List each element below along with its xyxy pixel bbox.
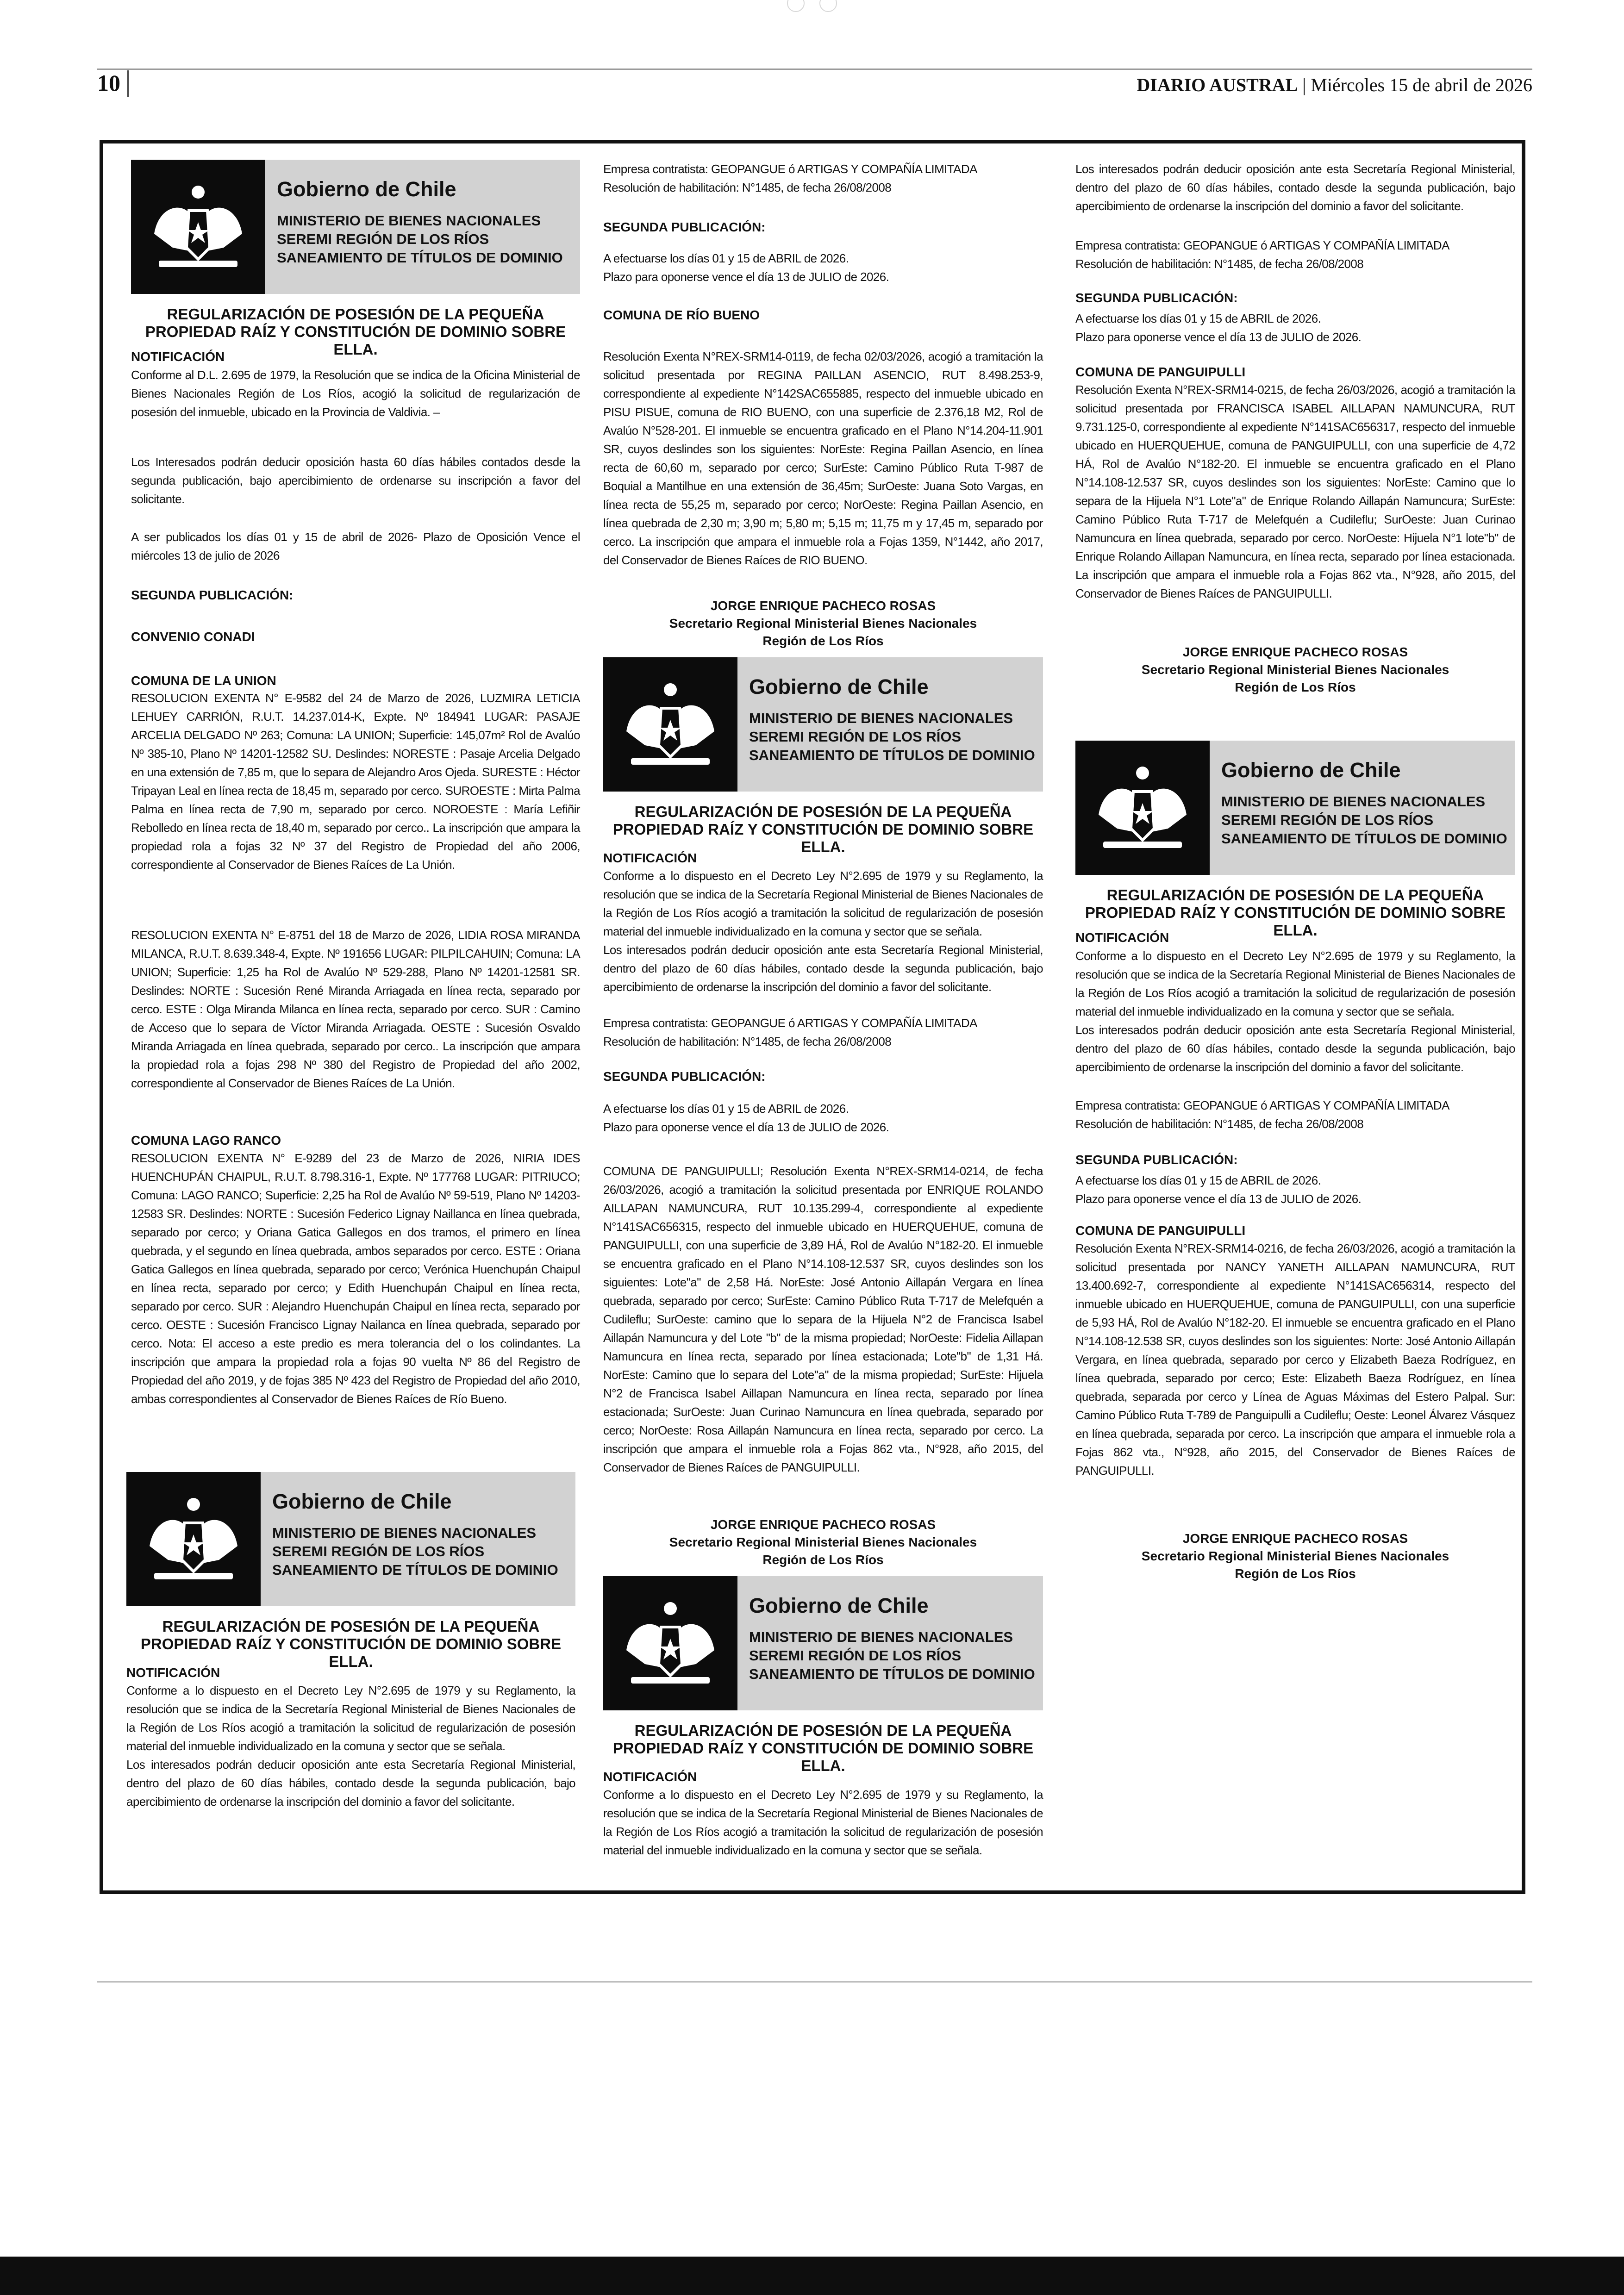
logo-black-block (126, 1472, 261, 1606)
coat-of-arms-icon (1089, 759, 1196, 856)
fechas-text: A efectuarse los días 01 y 15 de ABRIL de 2026. (1075, 1173, 1321, 1187)
page-indicator (787, 0, 843, 14)
signature-block: JORGE ENRIQUE PACHECO ROSAS Secretario Regional Ministerial Bienes Nacionales Región de Los Ríos (1141, 1531, 1449, 1581)
header-rule (97, 69, 1532, 70)
oposicion-text: Los Interesados podrán deducir oposición hasta 60 días hábiles contados desde la segunda publicación, bajo apercibimiento de ordenarse su inscripción a favor del solicitante. (131, 455, 580, 506)
notif-text: Conforme a lo dispuesto en el Decreto Ley N°2.695 de 1979 y su Reglamento, la resolución que se indica de la Secretaría Regional Ministerial de Bienes Nacionales de la Región de Los Ríos acogió a tramitación la solicitud de regularización de posesión material del inmueble individualizado en la comuna y sector que se señala. (126, 1684, 575, 1753)
gobierno-logo (603, 657, 1043, 792)
oposicion-text: Los interesados podrán deducir oposición ante esta Secretaría Regional Ministerial, dentro del plazo de 60 días hábiles, contado desde la segunda publicación, bajo apercibimiento de ordenarse la inscripción del dominio a favor del solicitante. (1075, 1023, 1515, 1074)
notif-text: Conforme a lo dispuesto en el Decreto Ley N°2.695 de 1979 y su Reglamento, la resolución que se indica de la Secretaría Regional Ministerial de Bienes Nacionales de la Región de Los Ríos acogió a tramitación la solicitud de regularización de posesión material del inmueble individualizado en la comuna y sector que se señala. (603, 1788, 1043, 1857)
notif-text: Conforme a lo dispuesto en el Decreto Ley N°2.695 de 1979 y su Reglamento, la resolución que se indica de la Secretaría Regional Ministerial de Bienes Nacionales de la Región de Los Ríos acogió a tramitación la solicitud de regularización de posesión material del inmueble individualizado en la comuna y sector que se señala. (1075, 949, 1515, 1018)
notif-text: Conforme al D.L. 2.695 de 1979, la Resolución que se indica de la Oficina Ministerial de Bienes Nacionales Región de Los Ríos, acogió la solicitud de regularización de posesión del inmueble, ubicado en la Provincia de Valdivia. – (131, 368, 580, 419)
comuna-panguipulli-label: COMUNA DE PANGUIPULLI (1075, 1223, 1246, 1238)
notice-frame (100, 140, 1525, 1894)
logo-ministry: MINISTERIO DE BIENES NACIONALES SEREMI REGIÓN DE LOS RÍOS SANEAMIENTO DE TÍTULOS DE DOMINIO (749, 710, 1035, 763)
fechas-text: A efectuarse los días 01 y 15 de ABRIL de 2026. (1075, 312, 1321, 325)
logo-title: Gobierno de Chile (272, 1490, 452, 1513)
notif-text: Conforme a lo dispuesto en el Decreto Ley N°2.695 de 1979 y su Reglamento, la resolución que se indica de la Secretaría Regional Ministerial de Bienes Nacionales de la Región de Los Ríos acogió a tramitación la solicitud de regularización de posesión material del inmueble individualizado en la comuna y sector que se señala. (603, 869, 1043, 938)
segunda-label: SEGUNDA PUBLICACIÓN: (1075, 291, 1238, 305)
gobierno-logo (1075, 741, 1515, 875)
oposicion-text: Los interesados podrán deducir oposición ante esta Secretaría Regional Ministerial, dentro del plazo de 60 días hábiles, contado desde la segunda publicación, bajo apercibimiento de ordenarse la inscripción del dominio a favor del solicitante. (126, 1758, 575, 1809)
notificacion-label: NOTIFICACIÓN (603, 1770, 697, 1784)
notificacion-label: NOTIFICACIÓN (126, 1665, 220, 1680)
notice-title: REGULARIZACIÓN DE POSESIÓN DE LA PEQUEÑA PROPIEDAD RAÍZ Y CONSTITUCIÓN DE DOMINIO SOBRE ELLA. (1085, 886, 1506, 939)
logo-title: Gobierno de Chile (749, 1594, 929, 1617)
notice-title: REGULARIZACIÓN DE POSESIÓN DE LA PEQUEÑA PROPIEDAD RAÍZ Y CONSTITUCIÓN DE DOMINIO SOBRE ELLA. (612, 803, 1034, 855)
resolucion-habilitacion: Resolución de habilitación: N°1485, de fecha 26/08/2008 (603, 1035, 892, 1048)
coat-of-arms-icon (145, 178, 251, 275)
logo-title: Gobierno de Chile (1221, 758, 1401, 782)
convenio-label: CONVENIO CONADI (131, 630, 255, 644)
resolucion-1: RESOLUCION EXENTA N° E-9582 del 24 de Marzo de 2026, LUZMIRA LETICIA LEHUEY CARRIÓN, R.U.T. 14.237.014-K, Expte. Nº 184941 LUGAR: PASAJE ARCELIA DELGADO Nº 263; Comuna: LA UNION; Superficie: 145,07m² Rol de Avalúo Nº 385-10, Plano Nº 14201-12582 SU. Deslindes: NORESTE : Pasaje Arcelia Delgado en una extensión de 7,85 m, que lo separa de Alejandro Aros Ojeda. SURESTE : Héctor Tripayan Leal en línea recta de 18,45 m, separado por cerco. SUROESTE : Mirta Palma Palma en línea recta de 7,90 m, separado por cerco. NOROESTE : María Lefiñir Rebolledo en línea recta de 18,40 m, separado por cerco.. La inscripción que ampara la propiedad rola a fojas 32 Nº 37 del Registro de Propiedad del año 2006, correspondiente al Conservador de Bienes Raíces de La Unión. (131, 691, 580, 872)
notificacion-label: NOTIFICACIÓN (603, 851, 697, 865)
logo-ministry: MINISTERIO DE BIENES NACIONALES SEREMI REGIÓN DE LOS RÍOS SANEAMIENTO DE TÍTULOS DE DOMINIO (272, 1525, 558, 1578)
plazo-text: Plazo para oponerse vence el día 13 de JULIO de 2026. (1075, 1192, 1362, 1206)
resolucion-216: Resolución Exenta N°REX-SRM14-0216, de fecha 26/03/2026, acogió a tramitación la solicitud presentada por NANCY YANETH AILLAPAN NAMUNCURA, RUT 13.400.692-7, correspondiente al expediente N°141SAC656314, respecto del inmueble ubicado en HUERQUEHUE, comuna de PANGUIPULLI, con una superficie de 5,93 HÁ, Rol de Avalúo N°182-20. El inmueble se encuentra graficado en el Plano N°14.108-12.538 SR, cuyos deslindes son los siguientes: Norte: José Antonio Aillapán Vergara, en línea quebrada, separado por cerco y Elizabeth Baeza Rodríguez, en línea quebrada, separado por cerco; Este: Elizabeth Baeza Rodríguez, en línea quebrada, separada por cerco y Línea de Aguas Máximas del Estero Palpal. Sur: Camino Público Ruta T-789 de Panguipulli a Cudileflu; Oeste: Leonel Álvarez Vásquez en línea quebrada, separada por cerco. La inscripción que ampara el inmueble rola a Fojas 862 vta., N°928, año 2015, del Conservador de Bienes Raíces de PANGUIPULLI. (1075, 1241, 1515, 1478)
resolucion-panguipulli-214: COMUNA DE PANGUIPULLI; Resolución Exenta N°REX-SRM14-0214, de fecha 26/03/2026, acogió a tramitación la solicitud presentada por ENRIQUE ROLANDO AILLAPAN NAMUNCURA, RUT 10.135.299-4, correspondiente al expediente N°141SAC656315, respecto del inmueble ubicado en HUERQUEHUE, comuna de PANGUIPULLI, con una superficie de 3,89 HÁ, Rol de Avalúo N°182-20. El inmueble se encuentra graficado en el Plano N°14.108-12.537 SR, cuyos deslindes son los siguientes: Lote"a" de 2,58 Há. NorEste: José Antonio Aillapán Vergara en línea quebrada, separado por cerco; SurEste: Camino Público Ruta T-717 de Melefquén a Cudileflu; SurOeste: camino que lo separa de la Hijuela N°2 de Francisca Isabel Aillapán Namuncura y del Lote "b" de la misma propiedad; NorOeste: Fidelia Aillapan Namuncura en línea recta, separado por línea estacionada; Lote"b" de 1,31 Há. NorEste: Camino que lo separa del Lote"a" de la misma propiedad; SurEste: Hijuela N°2 de Francisca Isabel Aillapan Namuncura en línea recta, separado por línea estacionada; SurOeste: Juan Curinao Namuncura en línea quebrada, separado por cerco; NorOeste: Rosa Aillapán Namuncura en línea recta, separado por cerco. La inscripción que ampara el inmueble rola a Fojas 862 vta., N°928, año 2015, del Conservador de Bienes Raíces de PANGUIPULLI. (603, 1164, 1043, 1474)
coat-of-arms-icon (140, 1491, 247, 1588)
signature-block: JORGE ENRIQUE PACHECO ROSAS Secretario Regional Ministerial Bienes Nacionales Región de Los Ríos (669, 599, 977, 648)
segunda-label: SEGUNDA PUBLICACIÓN: (603, 1069, 766, 1084)
fechas-text: A efectuarse los días 01 y 15 de ABRIL de 2026. (603, 251, 849, 265)
segunda-label: SEGUNDA PUBLICACIÓN: (1075, 1153, 1238, 1167)
notificacion-label: NOTIFICACIÓN (1075, 930, 1169, 945)
comuna-union-label: COMUNA DE LA UNION (131, 674, 276, 688)
coat-of-arms-icon (617, 1595, 724, 1692)
comuna-rio-bueno-label: COMUNA DE RÍO BUENO (603, 308, 760, 322)
resolucion-215: Resolución Exenta N°REX-SRM14-0215, de fecha 26/03/2026, acogió a tramitación la solicitud presentada por FRANCISCA ISABEL AILLAPAN NAMUNCURA, RUT 9.731.125-0, correspondiente al expediente N°141SAC656317, respecto del inmueble ubicado en HUERQUEHUE, comuna de PANGUIPULLI, con una superficie de 4,72 HÁ, Rol de Avalúo N°182-20. El inmueble se encuentra graficado en el Plano N°14.108-12.537 SR, cuyos deslindes son los siguientes: NorEste: Camino que lo separa de la Hijuela N°1 Lote"a" de Enrique Rolando Aillapán Namuncura; SurEste: Camino Público Ruta T-717 de Melefquén a Cudileflu; SurOeste: Juan Curinao Namuncura en línea quebrada, separado por cerco. NorOeste: Hijuela N°1 lote"b" de Enrique Rolando Aillapan Namuncura, en línea recta, separado por línea estacionada. La inscripción que ampara el inmueble rola a Fojas 862 vta., N°928, año 2015, del Conservador de Bienes Raíces de PANGUIPULLI. (1075, 383, 1515, 600)
page-number-divider (127, 70, 129, 97)
page-number: 10 (97, 70, 120, 96)
resolucion-habilitacion: Resolución de habilitación: N°1485, de fecha 26/08/2008 (603, 181, 892, 194)
notice-title: REGULARIZACIÓN DE POSESIÓN DE LA PEQUEÑA PROPIEDAD RAÍZ Y CONSTITUCIÓN DE DOMINIO SOBRE ELLA. (612, 1722, 1034, 1774)
resolucion-habilitacion: Resolución de habilitación: N°1485, de fecha 26/08/2008 (1075, 1117, 1364, 1131)
logo-black-block (131, 160, 265, 294)
gobierno-logo (603, 1576, 1043, 1710)
bottom-bar (0, 2257, 1624, 2295)
resolucion-habilitacion: Resolución de habilitación: N°1485, de fecha 26/08/2008 (1075, 257, 1364, 271)
resolucion-3: RESOLUCION EXENTA N° E-9289 del 23 de Marzo de 2026, NIRIA IDES HUENCHUPÁN CHAIPUL, R.U.T. 8.798.316-1, Expte. Nº 177768 LUGAR: PITRIUCO; Comuna: LAGO RANCO; Superficie: 2,25 ha Rol de Avalúo Nº 59-519, Plano Nº 14203-12583 SR. Deslindes: NORTE : Sucesión Federico Lignay Naillanca en línea quebrada, separado por cerco; y Oriana Gatica Gallegos en dos tramos, el primero en línea quebrada, y el segundo en línea quebrada, ambos separados por cerco. ESTE : Oriana Gatica Gallegos en línea quebrada, separado por cerco; Verónica Huenchupán Chaipul en línea recta, separado por cerco; y Edith Huenchupán Chaipul en línea recta, separado por cerco. SUR : Alejandro Huenchupán Chaipul en línea recta, separado por cerco. OESTE : Sucesión Francisco Lignay Nailanca en línea quebrada, separado por cerco. Nota: El acceso a este predio es mera tolerancia del o los colindantes. La inscripción que ampara la propiedad rola a fojas 90 vuelta Nº 86 del Registro de Propiedad del año 2019, y de fojas 385 Nº 423 del Registro de Propiedad del año 2010, ambas correspondientes al Conservador de Bienes Raíces de Río Bueno. (131, 1151, 580, 1406)
logo-black-block (603, 1576, 737, 1710)
plazo-text: Plazo para oponerse vence el día 13 de JULIO de 2026. (1075, 330, 1362, 344)
logo-ministry: MINISTERIO DE BIENES NACIONALES SEREMI REGIÓN DE LOS RÍOS SANEAMIENTO DE TÍTULOS DE DOMINIO (749, 1629, 1035, 1682)
resolucion-2: RESOLUCION EXENTA N° E-8751 del 18 de Marzo de 2026, LIDIA ROSA MIRANDA MILANCA, R.U.T. 8.639.348-4, Expte. Nº 191656 LUGAR: PILPILCAHUIN; Comuna: LA UNION; Superficie: 1,25 ha Rol de Avalúo Nº 529-288, Plano Nº 14201-12581 SR. Deslindes: NORTE : Sucesión René Miranda Arriagada en línea recta, separado por cerco. ESTE : Olga Miranda Milanca en línea recta, separado por cerco. SUR : Camino de Acceso que lo separa de Víctor Miranda Arriagada. OESTE : Sucesión Osvaldo Miranda Arriagada en línea quebrada, separado por cerco.. La inscripción que ampara la propiedad rola a fojas 298 Nº 380 del Registro de Propiedad del año 2002, correspondiente al Conservador de Bienes Raíces de La Unión. (131, 928, 580, 1090)
logo-ministry: MINISTERIO DE BIENES NACIONALES SEREMI REGIÓN DE LOS RÍOS SANEAMIENTO DE TÍTULOS DE DOMINIO (277, 212, 563, 266)
paper-name: DIARIO AUSTRAL (1137, 75, 1298, 95)
masthead: DIARIO AUSTRAL | Miércoles 15 de abril de 2026 (1137, 75, 1532, 95)
coat-of-arms-icon (617, 676, 724, 773)
fechas-text: A efectuarse los días 01 y 15 de ABRIL de 2026. (603, 1102, 849, 1116)
empresa-text: Empresa contratista: GEOPANGUE ó ARTIGAS Y COMPAÑÍA LIMITADA (603, 1016, 977, 1030)
comuna-panguipulli-label: COMUNA DE PANGUIPULLI (1075, 365, 1246, 379)
footer-rule (97, 1981, 1532, 1983)
logo-title: Gobierno de Chile (749, 675, 929, 698)
publicados-text: A ser publicados los días 01 y 15 de abril de 2026- Plazo de Oposición Vence el miércoles 13 de julio de 2026 (131, 530, 580, 562)
plazo-text: Plazo para oponerse vence el día 13 de JULIO de 2026. (603, 270, 889, 284)
notificacion-label: NOTIFICACIÓN (131, 349, 225, 364)
notice-title: REGULARIZACIÓN DE POSESIÓN DE LA PEQUEÑA PROPIEDAD RAÍZ Y CONSTITUCIÓN DE DOMINIO SOBRE ELLA. (145, 306, 566, 358)
empresa-text: Empresa contratista: GEOPANGUE ó ARTIGAS Y COMPAÑÍA LIMITADA (603, 162, 977, 176)
logo-black-block (1075, 741, 1210, 875)
resolucion-rio-bueno: Resolución Exenta N°REX-SRM14-0119, de fecha 02/03/2026, acogió a tramitación la solicitud presentada por REGINA PAILLAN ASENCIO, RUT 8.498.253-9, correspondiente al expediente N°142SAC655885, respecto del inmueble ubicado en PISU PISUE, comuna de RIO BUENO, con una superficie de 2.376,18 M2, Rol de Avalúo N°528-201. El inmueble se encuentra graficado en el Plano N°14.204-11.901 SR, cuyos deslindes son los siguientes: NorEste: Regina Paillan Asencio, en línea recta de 60,60 m, separado por cerco; SurEste: Camino Público Ruta T-987 de Boquial a Mantilhue en una extensión de 36,45m; SurOeste: Juana Soto Vargas, en línea recta de 55,25 m, separado por cerco; NorOeste: Regina Paillan Asencio, en línea quebrada de 2,30 m; 3,90 m; 5,80 m; 5,15 m; 11,75 m y 17,45 m, separado por cerco. La inscripción que ampara el inmueble rola a Fojas 1359, N°1442, año 2017, del Conservador de Bienes Raíces de RIO BUENO. (603, 349, 1043, 567)
comuna-ranco-label: COMUNA LAGO RANCO (131, 1133, 281, 1148)
segunda-label: SEGUNDA PUBLICACIÓN: (131, 588, 294, 602)
oposicion-text: Los interesados podrán deducir oposición ante esta Secretaría Regional Ministerial, dentro del plazo de 60 días hábiles, contado desde la segunda publicación, bajo apercibimiento de ordenarse la inscripción del dominio a favor del solicitante. (603, 943, 1043, 994)
plazo-text: Plazo para oponerse vence el día 13 de JULIO de 2026. (603, 1120, 889, 1134)
segunda-label: SEGUNDA PUBLICACIÓN: (603, 220, 766, 234)
empresa-text: Empresa contratista: GEOPANGUE ó ARTIGAS Y COMPAÑÍA LIMITADA (1075, 238, 1449, 252)
oposicion-text: Los interesados podrán deducir oposición ante esta Secretaría Regional Ministerial, dentro del plazo de 60 días hábiles, contado desde la segunda publicación, bajo apercibimiento de ordenarse la inscripción del dominio a favor del solicitante. (1075, 162, 1515, 213)
signature-block: JORGE ENRIQUE PACHECO ROSAS Secretario Regional Ministerial Bienes Nacionales Región de Los Ríos (669, 1517, 977, 1567)
logo-title: Gobierno de Chile (277, 177, 456, 201)
notice-title: REGULARIZACIÓN DE POSESIÓN DE LA PEQUEÑA PROPIEDAD RAÍZ Y CONSTITUCIÓN DE DOMINIO SOBRE ELLA. (140, 1618, 562, 1670)
issue-date: Miércoles 15 de abril de 2026 (1311, 75, 1532, 95)
empresa-text: Empresa contratista: GEOPANGUE ó ARTIGAS Y COMPAÑÍA LIMITADA (1075, 1098, 1449, 1112)
gobierno-logo (126, 1472, 575, 1606)
signature-block: JORGE ENRIQUE PACHECO ROSAS Secretario Regional Ministerial Bienes Nacionales Región de Los Ríos (1141, 645, 1449, 694)
logo-ministry: MINISTERIO DE BIENES NACIONALES SEREMI REGIÓN DE LOS RÍOS SANEAMIENTO DE TÍTULOS DE DOMINIO (1221, 793, 1507, 847)
logo-black-block (603, 657, 737, 792)
gobierno-logo (131, 160, 580, 294)
